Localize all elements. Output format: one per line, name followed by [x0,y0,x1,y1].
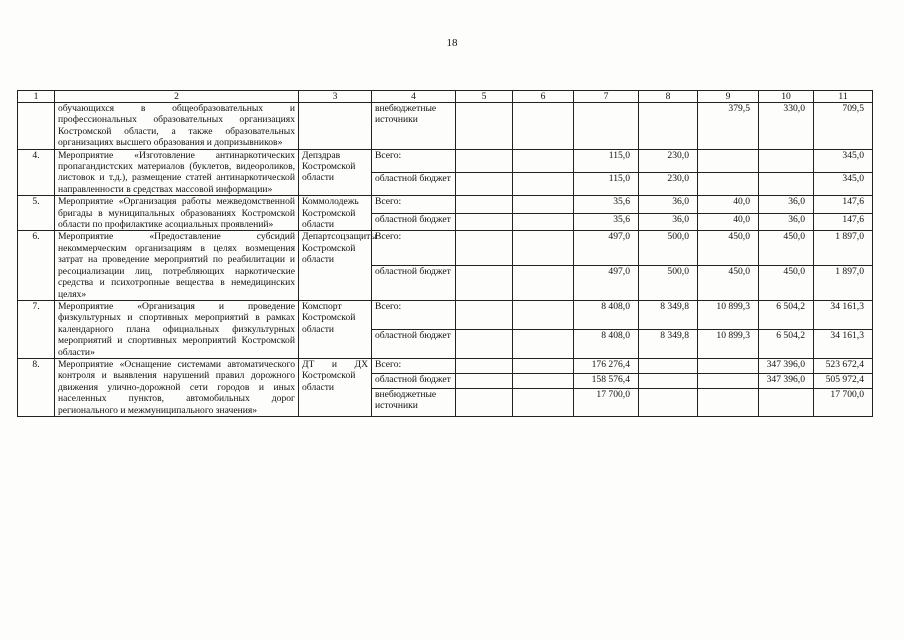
funding-source: внебюджетные источники [372,388,456,416]
amount-c9: 40,0 [698,196,759,214]
amount-c5 [456,329,513,358]
amount-c10 [759,172,814,195]
amount-c10 [759,149,814,172]
amount-c7: 497,0 [574,266,639,301]
funding-source: областной бюджет [372,373,456,388]
amount-c8: 230,0 [639,172,698,195]
amount-c10: 36,0 [759,213,814,231]
amount-c5 [456,149,513,172]
amount-c6 [513,172,574,195]
amount-c11: 17 700,0 [814,388,873,416]
amount-c10: 6 504,2 [759,329,814,358]
amount-c7: 115,0 [574,172,639,195]
amount-c11: 34 161,3 [814,329,873,358]
budget-table [17,90,873,417]
executor: Депздрав Костромской области [299,149,372,196]
amount-c9 [698,373,759,388]
amount-c11: 1 897,0 [814,231,873,266]
activity-description: Мероприятие «Организация и проведение физкультурных и спортивных мероприятий в рамках календарного плана официальных физкультурных мероприятий и спортивных мероприятий Костромской области» [55,300,299,358]
amount-c7: 8 408,0 [574,300,639,329]
amount-c11: 523 672,4 [814,358,873,373]
column-header: 8 [639,91,698,103]
amount-c8 [639,358,698,373]
amount-c9: 10 899,3 [698,300,759,329]
funding-source: внебюджетные источники [372,103,456,150]
column-header: 10 [759,91,814,103]
amount-c8 [639,373,698,388]
column-header: 5 [456,91,513,103]
activity-description: Мероприятие «Изготовление антинаркотических пропагандистских материалов (буклетов, видеороликов, листовок и т.д.), размещение статей антинаркотической направленности в средствах массовой информации» [55,149,299,196]
funding-source: Всего: [372,196,456,214]
amount-c6 [513,329,574,358]
amount-c9: 450,0 [698,231,759,266]
amount-c6 [513,373,574,388]
amount-c11: 345,0 [814,149,873,172]
row-number: 7. [18,300,55,358]
amount-c8: 500,0 [639,231,698,266]
amount-c11: 505 972,4 [814,373,873,388]
amount-c6 [513,103,574,150]
row-number: 8. [18,358,55,416]
funding-source: областной бюджет [372,266,456,301]
table-header-row [18,91,873,103]
amount-c9 [698,149,759,172]
column-header: 9 [698,91,759,103]
amount-c8: 8 349,8 [639,300,698,329]
funding-source: областной бюджет [372,329,456,358]
activity-description: обучающихся в общеобразовательных и профессиональных образовательных организациях Костромской области, а также образовательных организациях высшего образования и допризывников» [55,103,299,150]
amount-c7: 17 700,0 [574,388,639,416]
amount-c7: 497,0 [574,231,639,266]
amount-c11: 147,6 [814,213,873,231]
table-row [18,300,873,329]
amount-c11: 34 161,3 [814,300,873,329]
amount-c8: 36,0 [639,213,698,231]
activity-description: Мероприятие «Предоставление субсидий некоммерческим организациям в целях возмещения затрат на проведение мероприятий по реабилитации и ресоциализации лиц, потребляющих наркотические средства и психотропные вещества в немедицинских целях» [55,231,299,300]
amount-c10: 36,0 [759,196,814,214]
amount-c5 [456,373,513,388]
column-header: 11 [814,91,873,103]
amount-c9: 379,5 [698,103,759,150]
amount-c11: 709,5 [814,103,873,150]
funding-source: Всего: [372,300,456,329]
funding-source: областной бюджет [372,213,456,231]
amount-c5 [456,231,513,266]
amount-c7: 8 408,0 [574,329,639,358]
row-number: 6. [18,231,55,300]
funding-source: Всего: [372,149,456,172]
amount-c9: 450,0 [698,266,759,301]
funding-source: Всего: [372,231,456,266]
amount-c8: 36,0 [639,196,698,214]
amount-c6 [513,266,574,301]
amount-c7: 35,6 [574,196,639,214]
amount-c5 [456,172,513,195]
amount-c5 [456,196,513,214]
column-header: 3 [299,91,372,103]
amount-c9 [698,358,759,373]
amount-c6 [513,388,574,416]
funding-source: областной бюджет [372,172,456,195]
executor: Коммолодежь Костромской области [299,196,372,231]
amount-c11: 1 897,0 [814,266,873,301]
row-number [18,103,55,150]
table-row [18,149,873,172]
amount-c6 [513,213,574,231]
executor: Комспорт Костромской области [299,300,372,358]
amount-c5 [456,358,513,373]
funding-source: Всего: [372,358,456,373]
amount-c6 [513,196,574,214]
column-header: 4 [372,91,456,103]
amount-c5 [456,266,513,301]
amount-c10 [759,388,814,416]
row-number: 5. [18,196,55,231]
amount-c11: 345,0 [814,172,873,195]
amount-c10: 450,0 [759,231,814,266]
amount-c7: 35,6 [574,213,639,231]
amount-c8: 230,0 [639,149,698,172]
amount-c10: 330,0 [759,103,814,150]
table-row [18,358,873,373]
amount-c6 [513,231,574,266]
amount-c5 [456,213,513,231]
amount-c10: 347 396,0 [759,373,814,388]
executor: ДТ и ДХ Костромской области [299,358,372,416]
amount-c7: 158 576,4 [574,373,639,388]
amount-c7 [574,103,639,150]
amount-c11: 147,6 [814,196,873,214]
amount-c6 [513,149,574,172]
amount-c10: 450,0 [759,266,814,301]
amount-c8 [639,103,698,150]
amount-c9 [698,172,759,195]
amount-c8 [639,388,698,416]
table-row [18,103,873,150]
row-number: 4. [18,149,55,196]
amount-c7: 115,0 [574,149,639,172]
amount-c9: 10 899,3 [698,329,759,358]
activity-description: Мероприятие «Оснащение системами автоматического контроля и выявления нарушений правил дорожного движения улично-дорожной сети городов и иных населенных пунктов, автомобильных дорог регионального и межмуниципального значения» [55,358,299,416]
table-row [18,196,873,214]
amount-c5 [456,388,513,416]
table-row [18,231,873,266]
activity-description: Мероприятие «Организация работы межведомственной бригады в муниципальных образованиях Костромской области по профилактике асоциальных проявлений» [55,196,299,231]
amount-c5 [456,300,513,329]
executor: Департсоцзащиты Костромской области [299,231,372,300]
amount-c10: 6 504,2 [759,300,814,329]
column-header: 1 [18,91,55,103]
amount-c8: 500,0 [639,266,698,301]
amount-c8: 8 349,8 [639,329,698,358]
amount-c5 [456,103,513,150]
column-header: 6 [513,91,574,103]
column-header: 7 [574,91,639,103]
executor [299,103,372,150]
amount-c9 [698,388,759,416]
amount-c6 [513,358,574,373]
amount-c7: 176 276,4 [574,358,639,373]
amount-c9: 40,0 [698,213,759,231]
column-header: 2 [55,91,299,103]
page-number: 18 [446,37,458,49]
amount-c10: 347 396,0 [759,358,814,373]
amount-c6 [513,300,574,329]
